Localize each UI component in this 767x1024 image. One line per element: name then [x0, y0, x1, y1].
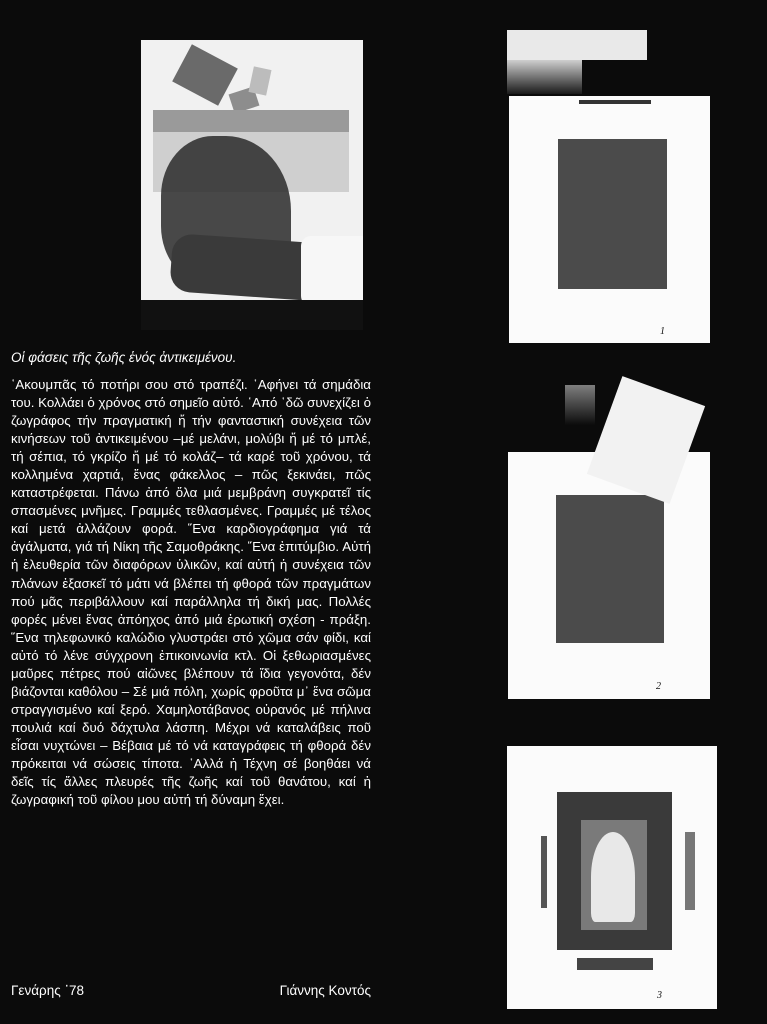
photo-shadow	[141, 300, 363, 330]
collage-piece	[248, 66, 271, 95]
caption-title: Οἱ φάσεις τῆς ζωῆς ἑνός ἀντικειμένου.	[11, 350, 237, 365]
artwork-frame-2	[508, 452, 710, 699]
collage-stick	[685, 832, 695, 910]
artwork-frame-3	[507, 746, 717, 1009]
collage-stick	[541, 836, 547, 908]
footer-author: Γιάννης Κοντός	[279, 983, 371, 998]
seated-woman-figure	[591, 832, 635, 922]
article-body: ῾Ακουμπᾶς τό ποτήρι σου στό τραπέζι. ῾Αφήνει τά σημάδια του. Κολλάει ὁ χρόνος στό σημεῖο αὐτό. ῾Από ῾δῶ συνεχίζει ὁ ζωγράφος τήν πραγματική ἤ τήν φανταστική συνέχεια τῶν κινήσεων τοῦ ἀντικειμένου –μέ μελάνι, μολύβι ἤ μέ τό μπλέ, τή σέπια, τό γκρίζο ἤ μέ τό κολάζ– τά καρέ τοῦ χρόνου, τά κολλημένα χαρτιά, ἕνας φάκελλος – πῶς ξεκινάει, πῶς καταστρέφεται. Πάνω ἀπό ὅλα μιά μεμβράνη συγκρατεῖ τίς σπασμένες μνῆμες. Γραμμές τεθλασμένες. Γραμμές μέ τέλος καί μετά ἀλλάζουν φορά. ῞Ενα καρδιογράφημα γιά τά ἀγάλματα, γιά τή Νίκη τῆς Σαμοθράκης. ῞Ενα ἐπιτύμβιο. Αὐτή ἡ ἐλευθερία τῶν διαφόρων ὑλικῶν, καί αὐτή ἡ συνέχεια τῶν πλάνων ἐξασκεῖ τό μάτι νά βλέπει τή φθορά τῶν πραγμάτων πού μᾶς περιβάλλουν καί παράλληλα τή δική μας. Πολλές φορές μένει ἕνας ἀπόηχος ἀπό μιά ἐρωτική σχέση - πράξη. ῞Ενα τηλεφωνικό καλώδιο γλυστράει στό χῶμα σάν φίδι, καί αὐτό τό λένε σύγχρονη ἐπικοινωνία κτλ. Οἱ ξεθωριασμένες μαῦρες πέτρες πού αἰῶνες βλέπουν τά ἴδια γεγονότα, δέν βιάζονται καθόλου – Σέ μιά πόλη, χωρίς φροῦτα μ᾿ ἕνα σῶμα στραγγισμένο καί ξερό. Χαμηλοτάβανος οὐρανός μέ πήλινα πουλιά καί δυό δάχτυλα λάσπη. Μέχρι νά καταλάβεις ποῦ εἶσαι νυχτώνει – Βέβαια μέ τό νά καταγράφεις τή φθορά δέν πρόκειται νά σώσεις τίποτα. ῾Αλλά ἡ Τέχνη σέ βοηθάει νά δεῖς τίς ἄλλες πλευρές τῆς ζωῆς καί τοῦ θανάτου, καί ἡ ζωγραφική τοῦ φίλου μου αὐτή τή δύναμη ἔχει.	[11, 377, 371, 808]
light-gradient	[565, 385, 595, 425]
footer-date: Γενάρης ᾿78	[11, 983, 84, 998]
artist-hand-photo	[141, 40, 363, 330]
light-gradient	[507, 60, 582, 94]
shirt-sleeve	[301, 236, 363, 306]
top-paper-strip	[507, 30, 647, 60]
frame-bar	[579, 100, 651, 104]
artwork-panel	[556, 495, 664, 643]
artwork-frame-1	[509, 96, 710, 343]
frame-bar	[577, 958, 653, 970]
artwork-panel	[557, 792, 672, 950]
collage-piece	[172, 44, 238, 105]
artwork-panel	[558, 139, 667, 289]
figure-number: 2	[656, 681, 661, 692]
collage-band	[153, 110, 349, 132]
figure-number: 1	[660, 326, 665, 337]
figure-number: 3	[657, 990, 662, 1001]
